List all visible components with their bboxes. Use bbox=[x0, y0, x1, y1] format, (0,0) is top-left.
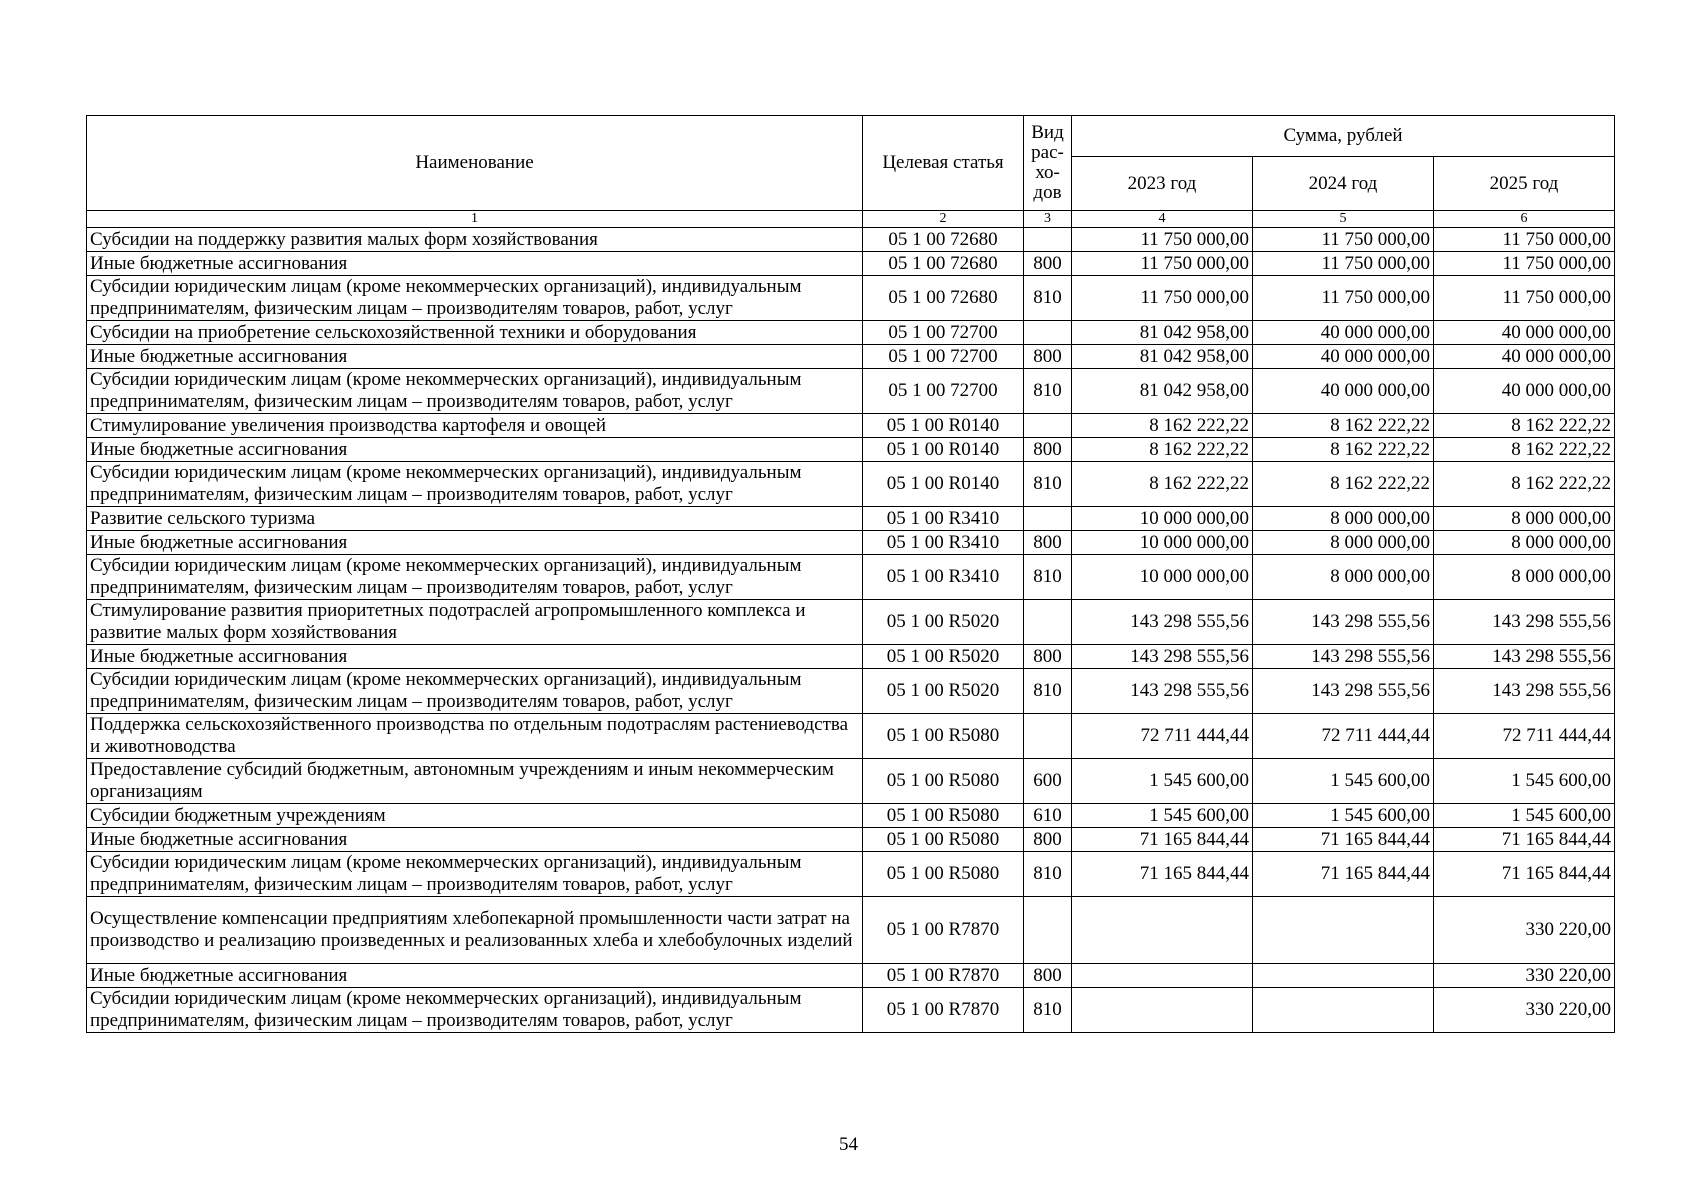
row-name: Иные бюджетные ассигнования bbox=[87, 438, 863, 462]
column-number: 1 bbox=[87, 211, 863, 228]
row-expense-type: 810 bbox=[1024, 669, 1072, 714]
row-amount-2023 bbox=[1072, 897, 1253, 964]
table-row bbox=[87, 507, 1615, 531]
row-target-article: 05 1 00 R3410 bbox=[863, 555, 1024, 600]
row-name: Субсидии юридическим лицам (кроме некоммерческих организаций), индивидуальным предпринимателям, физическим лицам – производителям товаров, работ, услуг bbox=[87, 462, 863, 507]
table-row bbox=[87, 252, 1615, 276]
row-expense-type: 610 bbox=[1024, 804, 1072, 828]
row-target-article: 05 1 00 R5080 bbox=[863, 759, 1024, 804]
row-amount-2025: 72 711 444,44 bbox=[1434, 714, 1615, 759]
table-row bbox=[87, 414, 1615, 438]
row-amount-2024: 1 545 600,00 bbox=[1253, 804, 1434, 828]
row-amount-2024: 8 000 000,00 bbox=[1253, 531, 1434, 555]
table-row bbox=[87, 759, 1615, 804]
row-target-article: 05 1 00 R0140 bbox=[863, 414, 1024, 438]
row-amount-2024: 8 162 222,22 bbox=[1253, 414, 1434, 438]
row-name: Субсидии юридическим лицам (кроме некоммерческих организаций), индивидуальным предпринимателям, физическим лицам – производителям товаров, работ, услуг bbox=[87, 852, 863, 897]
row-expense-type bbox=[1024, 321, 1072, 345]
row-expense-type bbox=[1024, 897, 1072, 964]
row-expense-type: 810 bbox=[1024, 369, 1072, 414]
row-amount-2023: 11 750 000,00 bbox=[1072, 252, 1253, 276]
row-target-article: 05 1 00 72700 bbox=[863, 345, 1024, 369]
row-expense-type: 800 bbox=[1024, 252, 1072, 276]
row-expense-type bbox=[1024, 507, 1072, 531]
row-amount-2025: 1 545 600,00 bbox=[1434, 804, 1615, 828]
row-amount-2023 bbox=[1072, 988, 1253, 1033]
row-amount-2023: 10 000 000,00 bbox=[1072, 555, 1253, 600]
row-amount-2024: 8 000 000,00 bbox=[1253, 555, 1434, 600]
row-amount-2025: 330 220,00 bbox=[1434, 988, 1615, 1033]
table-row bbox=[87, 462, 1615, 507]
table-row bbox=[87, 600, 1615, 645]
row-target-article: 05 1 00 R3410 bbox=[863, 507, 1024, 531]
row-amount-2025: 8 162 222,22 bbox=[1434, 438, 1615, 462]
row-amount-2023: 81 042 958,00 bbox=[1072, 345, 1253, 369]
row-expense-type bbox=[1024, 228, 1072, 252]
row-expense-type bbox=[1024, 600, 1072, 645]
row-expense-type: 810 bbox=[1024, 462, 1072, 507]
row-target-article: 05 1 00 72680 bbox=[863, 276, 1024, 321]
table-row bbox=[87, 369, 1615, 414]
row-name: Иные бюджетные ассигнования bbox=[87, 964, 863, 988]
row-name: Иные бюджетные ассигнования bbox=[87, 252, 863, 276]
row-expense-type: 810 bbox=[1024, 988, 1072, 1033]
table-row bbox=[87, 897, 1615, 964]
row-amount-2024: 143 298 555,56 bbox=[1253, 600, 1434, 645]
row-amount-2023: 143 298 555,56 bbox=[1072, 600, 1253, 645]
row-expense-type: 810 bbox=[1024, 852, 1072, 897]
header-sum: Сумма, рублей bbox=[1072, 116, 1615, 157]
table-row bbox=[87, 828, 1615, 852]
row-amount-2024: 71 165 844,44 bbox=[1253, 828, 1434, 852]
row-amount-2023: 1 545 600,00 bbox=[1072, 759, 1253, 804]
header-row-numbers bbox=[87, 211, 1615, 228]
row-amount-2023: 8 162 222,22 bbox=[1072, 462, 1253, 507]
row-name: Иные бюджетные ассигнования bbox=[87, 645, 863, 669]
table-row bbox=[87, 555, 1615, 600]
row-amount-2025: 40 000 000,00 bbox=[1434, 345, 1615, 369]
row-amount-2025: 8 000 000,00 bbox=[1434, 555, 1615, 600]
row-name: Субсидии юридическим лицам (кроме некоммерческих организаций), индивидуальным предпринимателям, физическим лицам – производителям товаров, работ, услуг bbox=[87, 555, 863, 600]
table-row bbox=[87, 276, 1615, 321]
column-number: 3 bbox=[1024, 211, 1072, 228]
row-amount-2024: 11 750 000,00 bbox=[1253, 252, 1434, 276]
row-target-article: 05 1 00 R5020 bbox=[863, 645, 1024, 669]
row-amount-2023: 11 750 000,00 bbox=[1072, 276, 1253, 321]
row-amount-2025: 330 220,00 bbox=[1434, 964, 1615, 988]
row-amount-2025: 11 750 000,00 bbox=[1434, 228, 1615, 252]
row-expense-type bbox=[1024, 414, 1072, 438]
header-name: Наименование bbox=[87, 116, 863, 211]
row-target-article: 05 1 00 R0140 bbox=[863, 438, 1024, 462]
table-row bbox=[87, 988, 1615, 1033]
row-target-article: 05 1 00 R5080 bbox=[863, 714, 1024, 759]
row-amount-2023: 10 000 000,00 bbox=[1072, 507, 1253, 531]
column-number: 5 bbox=[1253, 211, 1434, 228]
row-expense-type: 810 bbox=[1024, 276, 1072, 321]
row-amount-2023: 1 545 600,00 bbox=[1072, 804, 1253, 828]
row-target-article: 05 1 00 72680 bbox=[863, 252, 1024, 276]
row-name: Стимулирование развития приоритетных подотраслей агропромышленного комплекса и развитие малых форм хозяйствования bbox=[87, 600, 863, 645]
row-amount-2024: 8 000 000,00 bbox=[1253, 507, 1434, 531]
row-amount-2025: 143 298 555,56 bbox=[1434, 600, 1615, 645]
row-amount-2025: 40 000 000,00 bbox=[1434, 369, 1615, 414]
row-amount-2025: 11 750 000,00 bbox=[1434, 252, 1615, 276]
row-name: Осуществление компенсации предприятиям хлебопекарной промышленности части затрат на производство и реализацию произведенных и реализованных хлеба и хлебобулочных изделий bbox=[87, 897, 863, 964]
row-amount-2023: 10 000 000,00 bbox=[1072, 531, 1253, 555]
row-target-article: 05 1 00 R3410 bbox=[863, 531, 1024, 555]
row-amount-2023: 11 750 000,00 bbox=[1072, 228, 1253, 252]
row-target-article: 05 1 00 R7870 bbox=[863, 964, 1024, 988]
column-number: 2 bbox=[863, 211, 1024, 228]
row-amount-2025: 8 000 000,00 bbox=[1434, 507, 1615, 531]
row-name: Предоставление субсидий бюджетным, автономным учреждениям и иным некоммерческим организациям bbox=[87, 759, 863, 804]
table-row bbox=[87, 804, 1615, 828]
row-amount-2025: 40 000 000,00 bbox=[1434, 321, 1615, 345]
row-amount-2023 bbox=[1072, 964, 1253, 988]
row-amount-2024: 71 165 844,44 bbox=[1253, 852, 1434, 897]
header-target-article: Целевая статья bbox=[863, 116, 1024, 211]
row-expense-type: 800 bbox=[1024, 828, 1072, 852]
row-target-article: 05 1 00 R7870 bbox=[863, 897, 1024, 964]
row-target-article: 05 1 00 R5020 bbox=[863, 600, 1024, 645]
row-amount-2023: 71 165 844,44 bbox=[1072, 828, 1253, 852]
row-amount-2025: 71 165 844,44 bbox=[1434, 852, 1615, 897]
row-name: Субсидии юридическим лицам (кроме некоммерческих организаций), индивидуальным предпринимателям, физическим лицам – производителям товаров, работ, услуг bbox=[87, 988, 863, 1033]
row-amount-2024: 72 711 444,44 bbox=[1253, 714, 1434, 759]
row-name: Субсидии бюджетным учреждениям bbox=[87, 804, 863, 828]
row-name: Иные бюджетные ассигнования bbox=[87, 345, 863, 369]
row-amount-2024: 40 000 000,00 bbox=[1253, 369, 1434, 414]
row-amount-2024: 8 162 222,22 bbox=[1253, 438, 1434, 462]
header-row-top bbox=[87, 116, 1615, 157]
table-row bbox=[87, 228, 1615, 252]
row-expense-type: 800 bbox=[1024, 531, 1072, 555]
row-amount-2024: 1 545 600,00 bbox=[1253, 759, 1434, 804]
row-amount-2023: 143 298 555,56 bbox=[1072, 669, 1253, 714]
row-target-article: 05 1 00 R0140 bbox=[863, 462, 1024, 507]
row-amount-2025: 8 162 222,22 bbox=[1434, 462, 1615, 507]
row-amount-2023: 8 162 222,22 bbox=[1072, 414, 1253, 438]
budget-table bbox=[86, 115, 1615, 1033]
header-expense-type: Вид рас-хо-дов bbox=[1024, 116, 1072, 211]
row-amount-2023: 143 298 555,56 bbox=[1072, 645, 1253, 669]
row-amount-2024: 8 162 222,22 bbox=[1253, 462, 1434, 507]
row-amount-2025: 71 165 844,44 bbox=[1434, 828, 1615, 852]
row-expense-type: 800 bbox=[1024, 438, 1072, 462]
row-amount-2025: 143 298 555,56 bbox=[1434, 669, 1615, 714]
row-amount-2025: 8 162 222,22 bbox=[1434, 414, 1615, 438]
row-amount-2025: 8 000 000,00 bbox=[1434, 531, 1615, 555]
row-amount-2023: 8 162 222,22 bbox=[1072, 438, 1253, 462]
row-amount-2025: 1 545 600,00 bbox=[1434, 759, 1615, 804]
row-amount-2024: 11 750 000,00 bbox=[1253, 228, 1434, 252]
row-target-article: 05 1 00 R5080 bbox=[863, 852, 1024, 897]
row-amount-2025: 143 298 555,56 bbox=[1434, 645, 1615, 669]
row-amount-2024: 143 298 555,56 bbox=[1253, 645, 1434, 669]
row-amount-2024: 40 000 000,00 bbox=[1253, 321, 1434, 345]
row-expense-type: 810 bbox=[1024, 555, 1072, 600]
row-name: Субсидии юридическим лицам (кроме некоммерческих организаций), индивидуальным предпринимателям, физическим лицам – производителям товаров, работ, услуг bbox=[87, 669, 863, 714]
row-target-article: 05 1 00 72680 bbox=[863, 228, 1024, 252]
row-name: Субсидии на поддержку развития малых форм хозяйствования bbox=[87, 228, 863, 252]
row-name: Субсидии на приобретение сельскохозяйственной техники и оборудования bbox=[87, 321, 863, 345]
row-target-article: 05 1 00 R5020 bbox=[863, 669, 1024, 714]
row-expense-type: 800 bbox=[1024, 645, 1072, 669]
row-amount-2024: 40 000 000,00 bbox=[1253, 345, 1434, 369]
row-target-article: 05 1 00 72700 bbox=[863, 369, 1024, 414]
header-year-2023: 2023 год bbox=[1072, 157, 1253, 211]
table-row bbox=[87, 714, 1615, 759]
row-name: Субсидии юридическим лицам (кроме некоммерческих организаций), индивидуальным предпринимателям, физическим лицам – производителям товаров, работ, услуг bbox=[87, 276, 863, 321]
row-name: Субсидии юридическим лицам (кроме некоммерческих организаций), индивидуальным предпринимателям, физическим лицам – производителям товаров, работ, услуг bbox=[87, 369, 863, 414]
table-row bbox=[87, 321, 1615, 345]
table-body bbox=[87, 228, 1615, 1033]
column-number: 6 bbox=[1434, 211, 1615, 228]
table-row bbox=[87, 964, 1615, 988]
row-amount-2023: 81 042 958,00 bbox=[1072, 369, 1253, 414]
row-amount-2024 bbox=[1253, 897, 1434, 964]
row-amount-2024: 11 750 000,00 bbox=[1253, 276, 1434, 321]
table-row bbox=[87, 438, 1615, 462]
row-amount-2023: 81 042 958,00 bbox=[1072, 321, 1253, 345]
row-target-article: 05 1 00 R5080 bbox=[863, 828, 1024, 852]
row-target-article: 05 1 00 R7870 bbox=[863, 988, 1024, 1033]
row-target-article: 05 1 00 72700 bbox=[863, 321, 1024, 345]
row-expense-type bbox=[1024, 714, 1072, 759]
row-amount-2024 bbox=[1253, 988, 1434, 1033]
row-amount-2025: 330 220,00 bbox=[1434, 897, 1615, 964]
row-name: Поддержка сельскохозяйственного производства по отдельным подотраслям растениеводства и животноводства bbox=[87, 714, 863, 759]
table-row bbox=[87, 531, 1615, 555]
header-year-2025: 2025 год bbox=[1434, 157, 1615, 211]
table-row bbox=[87, 345, 1615, 369]
table-row bbox=[87, 669, 1615, 714]
page-number: 54 bbox=[839, 1134, 858, 1155]
row-expense-type: 800 bbox=[1024, 345, 1072, 369]
row-name: Стимулирование увеличения производства картофеля и овощей bbox=[87, 414, 863, 438]
row-amount-2024 bbox=[1253, 964, 1434, 988]
row-name: Иные бюджетные ассигнования bbox=[87, 531, 863, 555]
row-amount-2024: 143 298 555,56 bbox=[1253, 669, 1434, 714]
row-amount-2025: 11 750 000,00 bbox=[1434, 276, 1615, 321]
row-amount-2023: 72 711 444,44 bbox=[1072, 714, 1253, 759]
row-name: Иные бюджетные ассигнования bbox=[87, 828, 863, 852]
row-expense-type: 800 bbox=[1024, 964, 1072, 988]
column-number: 4 bbox=[1072, 211, 1253, 228]
row-target-article: 05 1 00 R5080 bbox=[863, 804, 1024, 828]
table-row bbox=[87, 852, 1615, 897]
row-name: Развитие сельского туризма bbox=[87, 507, 863, 531]
header-year-2024: 2024 год bbox=[1253, 157, 1434, 211]
row-amount-2023: 71 165 844,44 bbox=[1072, 852, 1253, 897]
row-expense-type: 600 bbox=[1024, 759, 1072, 804]
table-row bbox=[87, 645, 1615, 669]
